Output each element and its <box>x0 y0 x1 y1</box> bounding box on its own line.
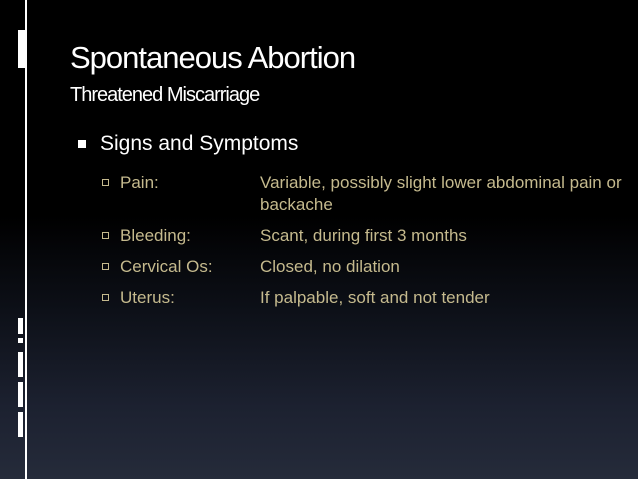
symptom-list <box>102 172 622 318</box>
square-bullet-icon <box>78 140 86 148</box>
list-item <box>102 256 622 278</box>
list-item <box>102 287 622 309</box>
item-label: Cervical Os: <box>120 257 213 276</box>
decorative-mark <box>18 30 25 68</box>
decorative-mark <box>18 382 23 407</box>
slide-title: Spontaneous Abortion <box>70 40 356 75</box>
item-value: Variable, possibly slight lower abdominal pain or backache <box>260 173 622 214</box>
item-value: Closed, no dilation <box>260 257 400 276</box>
decorative-mark <box>18 412 23 437</box>
list-item <box>102 172 622 216</box>
hollow-square-bullet-icon <box>102 232 109 239</box>
decorative-mark <box>18 352 23 377</box>
item-value: If palpable, soft and not tender <box>260 288 490 307</box>
slide-subtitle: Threatened Miscarriage <box>70 84 260 106</box>
hollow-square-bullet-icon <box>102 179 109 186</box>
heading-text: Signs and Symptoms <box>100 132 299 155</box>
hollow-square-bullet-icon <box>102 294 109 301</box>
hollow-square-bullet-icon <box>102 263 109 270</box>
list-item <box>102 225 622 247</box>
item-label: Bleeding: <box>120 226 191 245</box>
item-label: Uterus: <box>120 288 175 307</box>
heading-bullet <box>78 132 298 156</box>
item-value: Scant, during first 3 months <box>260 226 467 245</box>
decorative-mark <box>18 318 23 334</box>
decorative-mark <box>18 338 23 343</box>
left-rule <box>25 0 27 479</box>
item-label: Pain: <box>120 173 159 192</box>
